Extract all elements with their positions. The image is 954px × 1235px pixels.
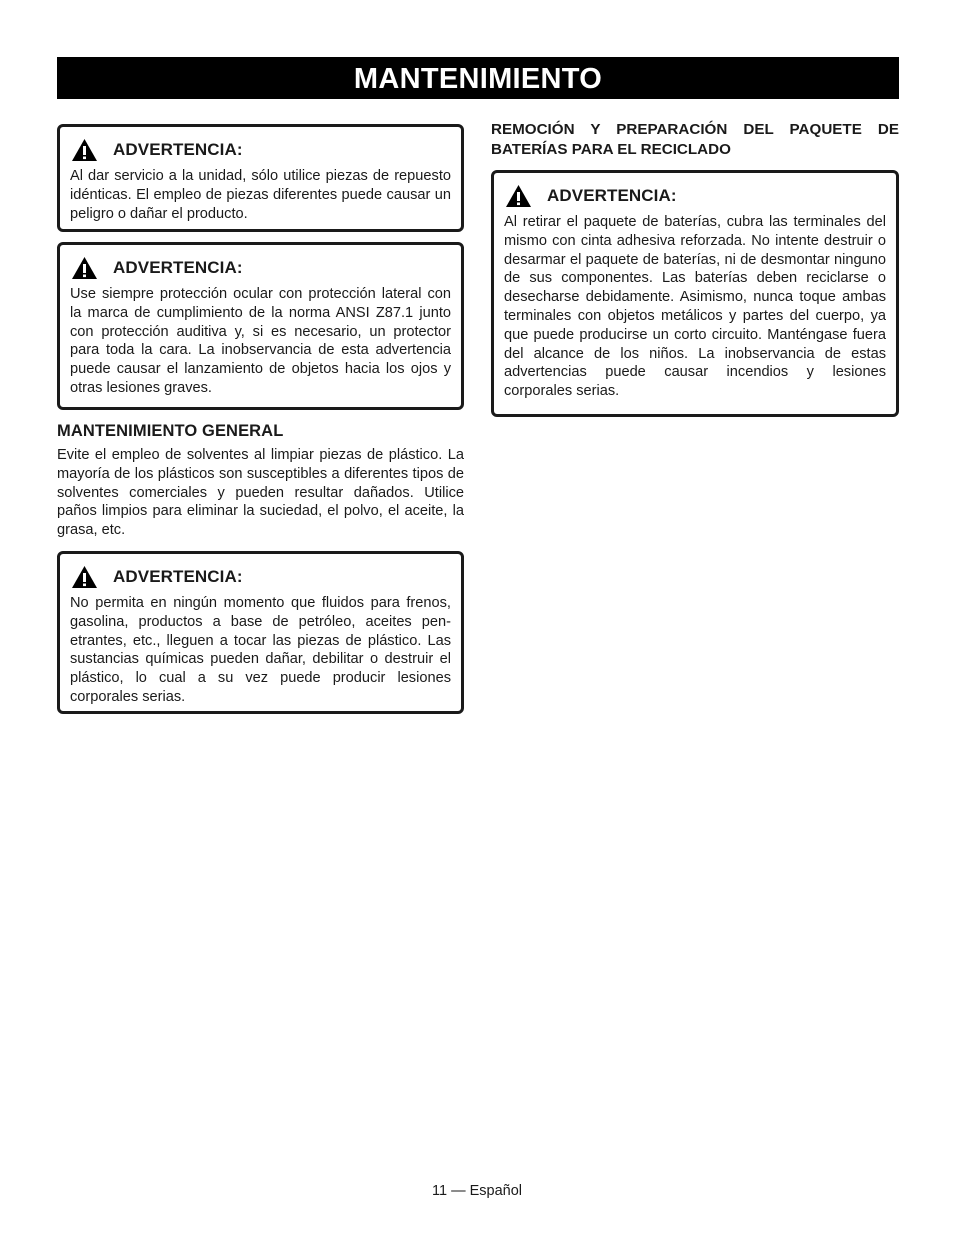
warning-triangle-icon bbox=[505, 184, 532, 208]
warning-box-chemicals bbox=[57, 551, 464, 714]
warning-title: ADVERTENCIA: bbox=[547, 186, 677, 205]
warning-text: Use siempre protección ocular con protección lateral con la marca de cumplimiento de la norma ANSI Z87.1 junto con protección auditiva y, si es necesario, un protector para toda la cara. La inobservancia de esta advertencia puede causar el lanzamiento de objetos hacia los ojos y otras lesiones graves. bbox=[70, 286, 451, 396]
warning-header bbox=[70, 136, 451, 164]
page-footer: 11 — Español bbox=[431, 1183, 522, 1199]
warning-header bbox=[504, 182, 886, 210]
warning-title: ADVERTENCIA: bbox=[113, 258, 243, 277]
warning-text: No permita en ningún momento que fluidos para frenos, gasolina, productos a base de petróleo, aceites penetrantes, etc., lleguen a tocar las piezas de plástico. Las sustancias químicas pueden dañar, debilitar o destruir el plástico, lo cual a su vez puede producir lesiones corporales serias. bbox=[70, 595, 451, 705]
page-title: MANTENIMIENTO bbox=[57, 57, 899, 99]
warning-title: ADVERTENCIA: bbox=[113, 140, 243, 159]
warning-header bbox=[70, 254, 451, 282]
warning-triangle-icon bbox=[71, 565, 98, 589]
warning-box-eye-protection bbox=[57, 242, 464, 410]
warning-box-battery bbox=[491, 170, 899, 417]
warning-box-parts bbox=[57, 124, 464, 232]
general-maintenance-text: Evite el empleo de solventes al limpiar piezas de plástico. La mayoría de los plásticos son susceptibles a diferentes tipos de solventes comerciales y pueden resultar dañados. Utilice paños limpios para eliminar la suciedad, el polvo, el aceite, la grasa, etc. bbox=[57, 447, 464, 539]
section-heading-battery: REMOCIÓN Y PREPARACIÓN DEL PAQUETE DE BATERÍAS PARA EL RECICLADO bbox=[491, 121, 899, 158]
warning-triangle-icon bbox=[71, 256, 98, 280]
warning-header bbox=[70, 563, 451, 591]
warning-triangle-icon bbox=[71, 138, 98, 162]
warning-title: ADVERTENCIA: bbox=[113, 567, 243, 586]
section-heading-general: MANTENIMIENTO GENERAL bbox=[57, 422, 284, 440]
warning-text: Al retirar el paquete de baterías, cubra las terminales del mismo con cinta adhesiva reforzada. No intente destruir o desarmar el paquete de baterías, ni de desmontar ninguno de sus componentes. Las baterías deben reciclarse o desecharse debidamente. Asimismo, nunca toque ambas terminales con objetos metálicos y partes del cuerpo, ya que puede producirse un corto circuito. Manténgase fuera del alcance de los niños. La inobservancia de estas advertencias puede causar incendios y lesiones corporales serias. bbox=[504, 214, 886, 400]
warning-text: Al dar servicio a la unidad, sólo utilice piezas de repuesto idénticas. El empleo de piezas diferentes puede causar un peligro o dañar el producto. bbox=[70, 168, 451, 222]
